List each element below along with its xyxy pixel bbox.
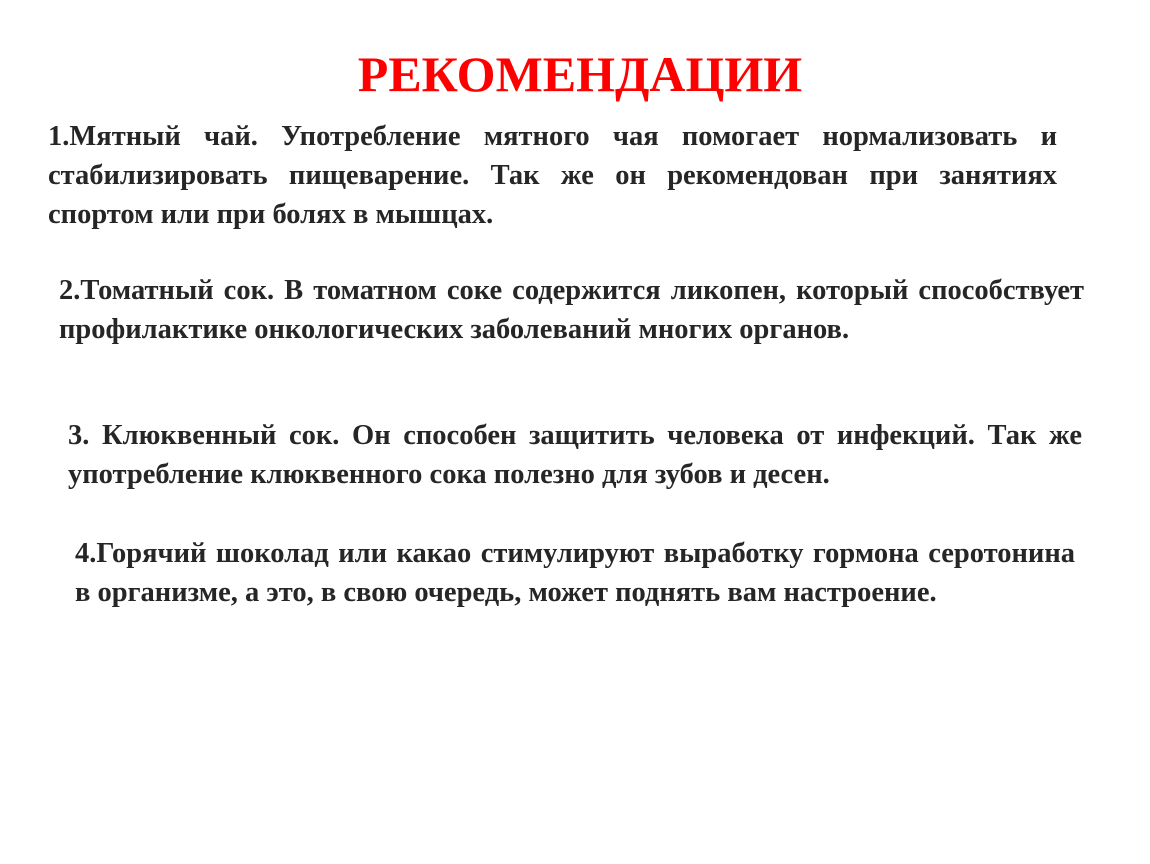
recommendation-mint-tea: 1.Мятный чай. Употребление мятного чая помогает нормализовать и стабилизировать пищеварение. Так же он рекомендован при занятиях спортом или при болях в мышцах. — [48, 121, 1057, 230]
recommendation-cranberry-juice: 3. Клюквенный сок. Он способен защитить человека от инфекций. Так же употребление клюквенного сока полезно для зубов и десен. — [68, 420, 1082, 490]
recommendation-hot-chocolate: 4.Горячий шоколад или какао стимулируют выработку гормона серотонина в организме, а это, в свою очередь, может поднять вам настроение. — [75, 538, 1075, 608]
recommendation-tomato-juice: 2.Томатный сок. В томатном соке содержится ликопен, который способствует профилактике онкологических заболеваний многих органов. — [59, 275, 1084, 345]
slide-title: РЕКОМЕНДАЦИИ — [357, 46, 803, 102]
